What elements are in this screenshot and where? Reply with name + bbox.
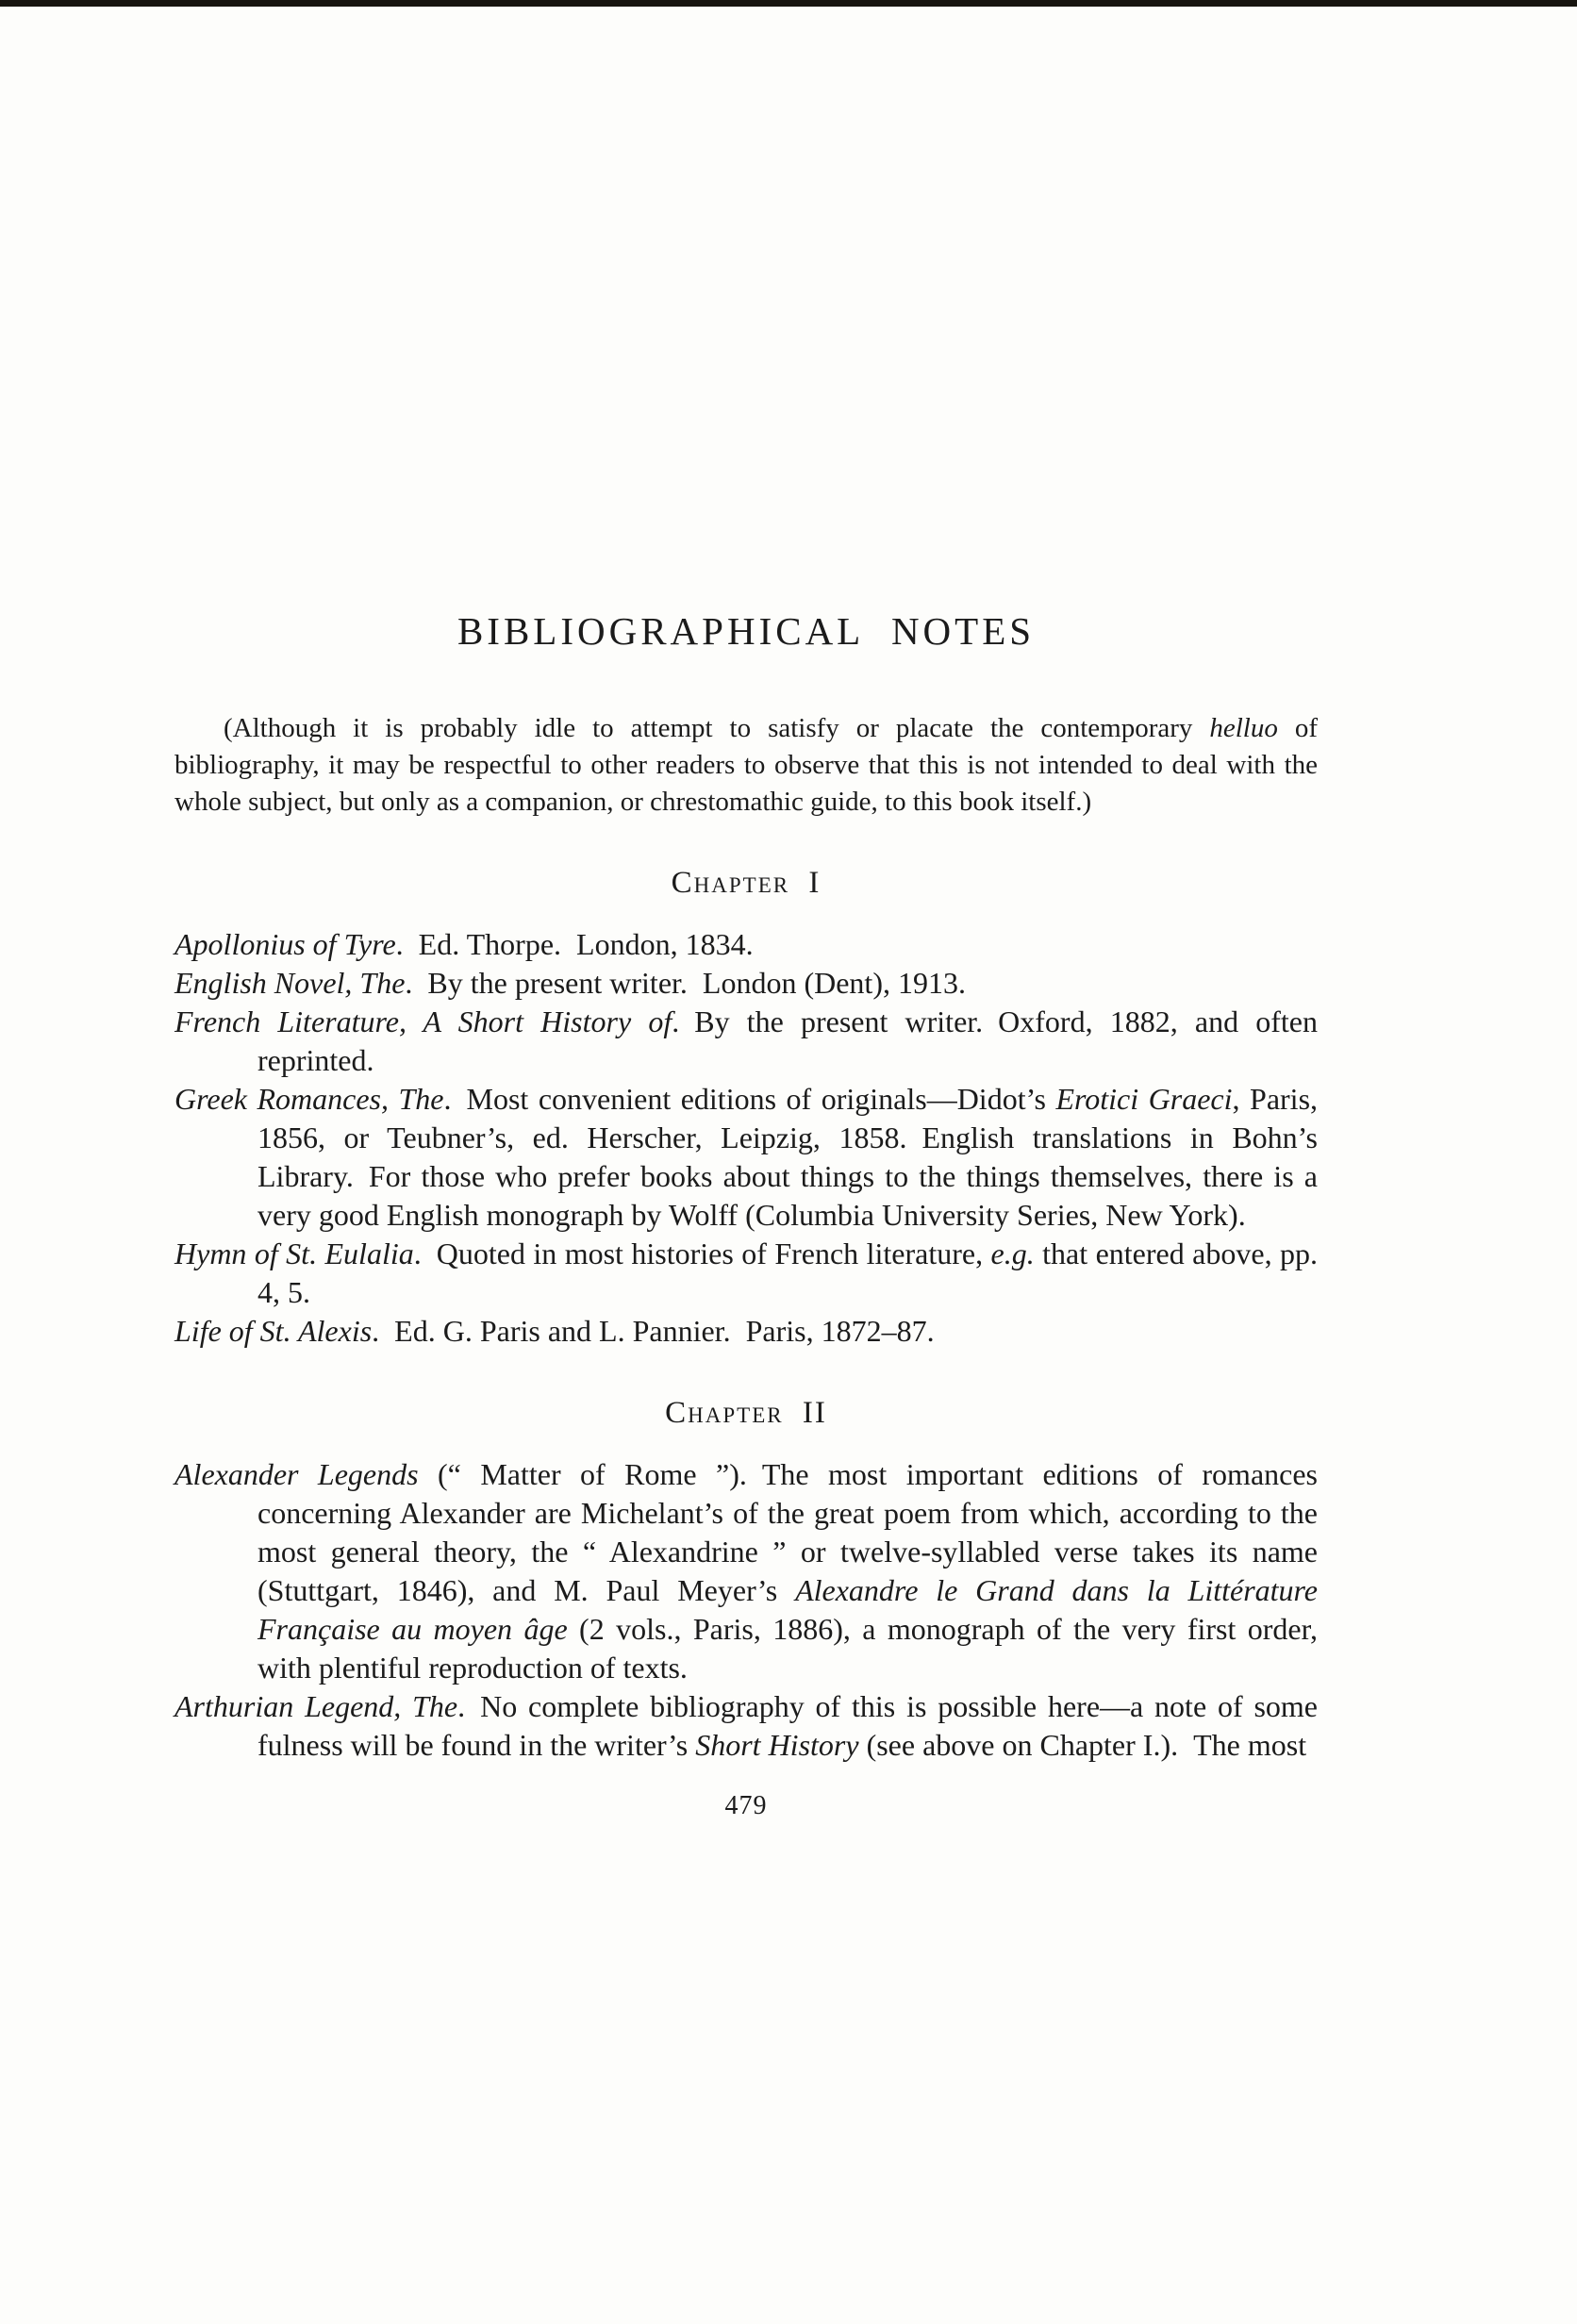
italic-text-segment: French Literature, A Short History of	[174, 1004, 672, 1038]
italic-text-segment: Hymn of St. Eulalia	[174, 1237, 414, 1270]
text-segment: . Ed. Thorpe. London, 1834.	[395, 927, 754, 961]
text-segment: of bibliography, it may be respectful to other readers to observe that this is not intended to deal with the whole subject, but only as a companion, or chrestomathic guide, to this book itself.)	[174, 713, 1318, 817]
italic-text-segment: Apollonius of Tyre	[174, 927, 396, 961]
intro-note	[174, 710, 1318, 821]
scan-edge-artifact	[0, 0, 1577, 7]
italic-text-segment: Short History	[695, 1728, 859, 1762]
text-segment: . No complete bibliography of this is possible here—a note of some fulness will be found in the writer’s	[257, 1689, 1319, 1762]
text-segment: . Quoted in most histories of French literature,	[413, 1237, 991, 1270]
chapter-2-section	[174, 1396, 1318, 1765]
chapter-2-heading: Chapter II	[665, 1396, 827, 1430]
italic-text-segment: Arthurian Legend, The	[174, 1689, 458, 1723]
page-number: 479	[724, 1791, 768, 1820]
bibliography-entry	[174, 1455, 1318, 1687]
italic-text-segment: e.g.	[990, 1237, 1035, 1270]
bibliography-entry	[174, 925, 1318, 964]
italic-text-segment: Erotici Graeci	[1055, 1082, 1233, 1116]
text-segment: . By the present writer. Oxford, 1882, and often reprinted.	[257, 1004, 1319, 1077]
bibliography-entry	[174, 1312, 1318, 1351]
bibliography-entry	[174, 1687, 1318, 1765]
text-segment: . By the present writer. London (Dent), 1913.	[405, 966, 966, 1000]
text-segment: (see above on Chapter I.). The most	[858, 1728, 1307, 1762]
text-segment: (2 vols., Paris, 1886), a monograph of the very first order, with plentiful reproduction of texts.	[257, 1612, 1319, 1685]
chapter-1-heading: Chapter I	[671, 866, 822, 900]
text-segment: , Paris, 1856, or Teubner’s, ed. Herscher, Leipzig, 1858. English translations in Bohn’s Library. For those who prefer books about things to the things themselves, there is a very good English monograph by Wolff (Columbia University Series, New York).	[257, 1082, 1319, 1232]
text-segment: . Ed. G. Paris and L. Pannier. Paris, 1872–87.	[372, 1314, 935, 1348]
italic-text-segment: helluo	[1209, 713, 1278, 743]
page-content	[174, 608, 1318, 1821]
italic-text-segment: Alexander Legends	[174, 1457, 419, 1491]
text-segment: . Most convenient editions of originals—Didot’s	[443, 1082, 1056, 1116]
italic-text-segment: English Novel, The	[174, 966, 406, 1000]
page-title: BIBLIOGRAPHICAL NOTES	[456, 609, 1036, 653]
bibliography-entry	[174, 1080, 1318, 1235]
chapter-1-section	[174, 866, 1318, 1351]
italic-text-segment: Life of St. Alexis	[174, 1314, 373, 1348]
text-segment: (“ Matter of Rome ”). The most important editions of romances concerning Alexander are Michelant’s of the great poem from which, according to the most general theory, the “ Alexandrine ” or twelve-syllabled verse takes its name (Stuttgart, 1846), and M. Paul Meyer’s	[257, 1457, 1319, 1607]
italic-text-segment: Greek Romances, The	[174, 1082, 444, 1116]
bibliography-entry	[174, 1235, 1318, 1312]
text-segment: (Although it is probably idle to attempt to satisfy or placate the contemporary	[224, 713, 1210, 743]
bibliography-entry	[174, 964, 1318, 1003]
text-segment: that entered above, pp. 4, 5.	[257, 1237, 1319, 1309]
italic-text-segment: Alexandre le Grand dans la Littérature Française au moyen âge	[257, 1573, 1319, 1646]
bibliography-entry	[174, 1003, 1318, 1080]
